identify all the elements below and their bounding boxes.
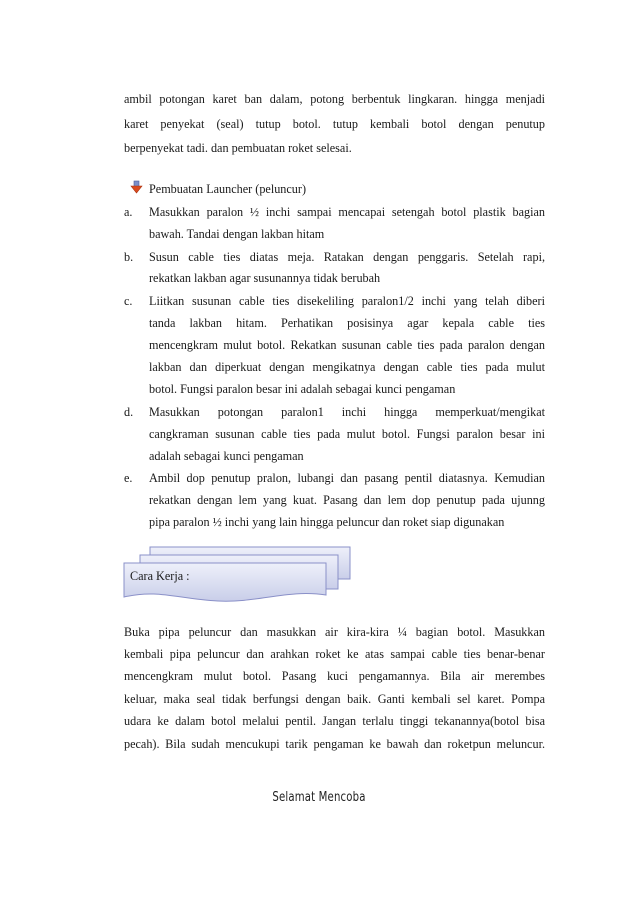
list-item-line: adalah sebagai kunci pengaman (149, 449, 304, 463)
paragraph-line: kembali pipa peluncur dan arahkan roket ke atas sampai cable ties benar-benar (124, 647, 545, 661)
closing-text: Selamat Mencoba (272, 790, 366, 805)
list-item-line: pipa paralon ½ inchi yang lain hingga peluncur dan roket siap digunakan (149, 515, 505, 529)
list-item-line: Ambil dop penutup pralon, lubangi dan pasang pentil diatasnya. Kemudian (149, 471, 545, 485)
list-item-line: mencengkram mulut botol. Rekatkan susunan cable ties pada paralon dengan (149, 338, 545, 352)
list-item-line: Masukkan potongan paralon1 inchi hingga memperkuat/mengikat (149, 405, 545, 419)
list-marker: d. (124, 405, 134, 419)
list-item-line: Masukkan paralon ½ inchi sampai mencapai setengah botol plastik bagian (149, 205, 545, 219)
list-item-line: botol. Fungsi paralon besar ini adalah sebagai kunci pengaman (149, 382, 456, 396)
down-arrow-bullet-icon (130, 180, 144, 194)
list-item-line: lakban dan diperkuat dengan mengikatnya dengan cable ties pada mulut (149, 360, 545, 374)
paragraph-line: keluar, maka seal tidak berfungsi dengan baik. Ganti kembali sel karet. Pompa (124, 692, 545, 706)
list-item-line: cangkraman susunan cable ties pada mulut botol. Fungsi paralon besar ini (149, 427, 545, 441)
paragraph-line: udara ke dalam botol melalui pentil. Jangan terlalu tinggi tekanannya(botol bisa (124, 714, 545, 728)
list-marker: b. (124, 250, 134, 264)
list-item-line: Susun cable ties diatas meja. Ratakan dengan penggaris. Setelah rapi, (149, 250, 545, 264)
list-item-line: rekatkan dengan lem yang kuat. Pasang dan lem dop penutup pada ujunng (149, 493, 545, 507)
paragraph-line: pecah). Bila sudah mencukupi tarik pengaman ke bawah dan roketpun meluncur. (124, 737, 545, 751)
list-item-line: rekatkan lakban agar susunannya tidak berubah (149, 271, 381, 285)
intro-line: karet penyekat (seal) tutup botol. tutup kembali botol dengan penutup (124, 117, 545, 131)
list-marker: c. (124, 294, 133, 308)
paragraph-line: mencengkram mulut botol. Pasang kuci pengamannya. Bila air merembes (124, 669, 545, 683)
list-marker: e. (124, 471, 133, 485)
intro-line: berpenyekat tadi. dan pembuatan roket selesai. (124, 141, 352, 155)
cara-kerja-label: Cara Kerja : (130, 569, 190, 583)
list-item-line: bawah. Tandai dengan lakban hitam (149, 227, 325, 241)
list-item-line: Liitkan susunan cable ties disekeliling paralon1/2 inchi yang telah diberi (149, 294, 545, 308)
intro-line: ambil potongan karet ban dalam, potong berbentuk lingkaran. hingga menjadi (124, 92, 545, 106)
list-item-line: tanda lakban hitam. Perhatikan posisinya agar kepala cable ties (149, 316, 545, 330)
paragraph-line: Buka pipa peluncur dan masukkan air kira-kira ¼ bagian botol. Masukkan (124, 625, 545, 639)
list-marker: a. (124, 205, 133, 219)
section-heading: Pembuatan Launcher (peluncur) (149, 182, 307, 196)
